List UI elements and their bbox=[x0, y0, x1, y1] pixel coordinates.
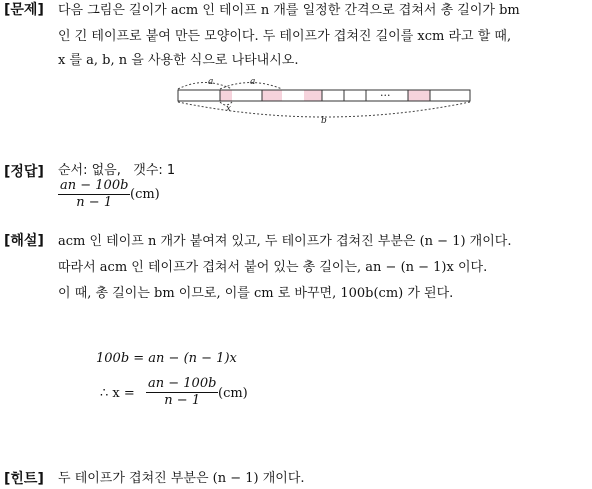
explanation-unit: (cm) bbox=[218, 386, 248, 401]
label-a-2: a bbox=[250, 77, 256, 87]
therefore-x: ∴ x = bbox=[100, 386, 135, 401]
answer-order: 순서: 없음, bbox=[58, 163, 121, 178]
hint-label: [힌트] bbox=[4, 471, 44, 487]
ellipsis-mark: ··· bbox=[380, 89, 391, 102]
overlap-segment bbox=[262, 90, 282, 101]
explanation-label: [해설] bbox=[4, 233, 44, 249]
explanation-fraction bbox=[146, 376, 218, 409]
label-a-1: a bbox=[208, 77, 214, 87]
tape-figure bbox=[170, 74, 480, 126]
explanation-numerator: an − 100b bbox=[148, 376, 217, 391]
explanation-line-1: acm 인 테이프 n 개가 붙여져 있고, 두 테이프가 겹쳐진 부분은 (n − 1) 개이다. bbox=[58, 234, 512, 249]
length-a-arc-1 bbox=[178, 83, 232, 90]
problem-line-2: 인 긴 테이프로 붙여 만든 모양이다. 두 테이프가 겹쳐진 길이를 xcm 라고 할 때, bbox=[58, 29, 512, 44]
answer-denominator: n − 1 bbox=[76, 195, 113, 210]
overlap-segment bbox=[220, 90, 232, 101]
problem-label: [문제] bbox=[4, 2, 44, 18]
overlap-segment bbox=[304, 90, 322, 101]
problem-line-3: x 를 a, b, n 을 사용한 식으로 나타내시오. bbox=[58, 53, 299, 68]
total-b-arc bbox=[178, 102, 470, 117]
overlap-segment bbox=[408, 90, 430, 101]
explanation-line-3: 이 때, 총 길이는 bm 이므로, 이를 cm 로 바꾸면, 100b(cm) 가 된다. bbox=[58, 286, 454, 301]
hint-line-1: 두 테이프가 겹쳐진 부분은 (n − 1) 개이다. bbox=[58, 471, 305, 486]
label-b: b bbox=[321, 116, 327, 126]
answer-numerator: an − 100b bbox=[60, 178, 129, 193]
answer-fraction bbox=[58, 178, 130, 211]
answer-label: [정답] bbox=[4, 164, 44, 180]
label-x: x bbox=[226, 104, 232, 114]
answer-unit: (cm) bbox=[130, 187, 160, 202]
explanation-denominator: n − 1 bbox=[164, 393, 201, 408]
answer-count: 갯수: 1 bbox=[133, 163, 176, 178]
equation-1: 100b = an − (n − 1)x bbox=[96, 351, 237, 366]
explanation-line-2: 따라서 acm 인 테이프가 겹쳐서 붙어 있는 총 길이는, an − (n − 1)x 이다. bbox=[58, 260, 488, 275]
problem-line-1: 다음 그림은 길이가 acm 인 테이프 n 개를 일정한 간격으로 겹쳐서 총 길이가 bm bbox=[58, 3, 520, 18]
